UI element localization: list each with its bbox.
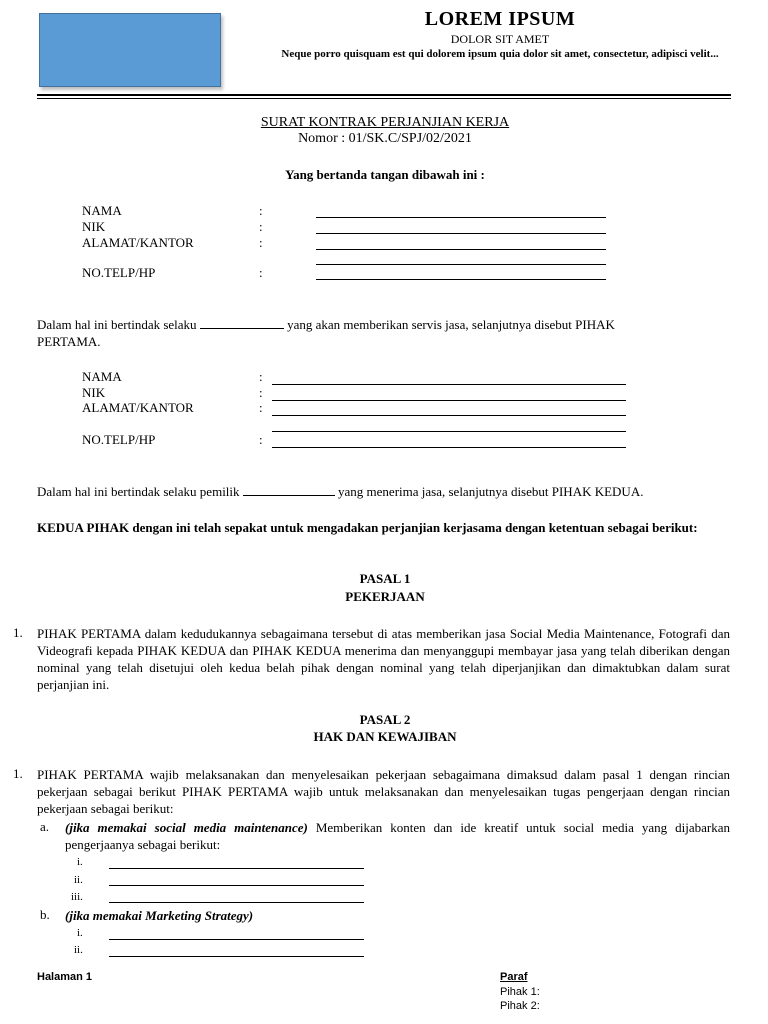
sub-a-item-2-field[interactable]: [109, 885, 364, 886]
pasal2-item-number: 1.: [13, 766, 23, 781]
pasal2-sub-b-condition: (jika memakai Marketing Strategy): [65, 908, 254, 923]
party1-role-line2: PERTAMA.: [37, 334, 101, 349]
party2-nik-label: NIK: [82, 385, 106, 400]
colon: :: [259, 203, 263, 218]
sub-b-roman-2: ii.: [74, 944, 83, 956]
colon: :: [259, 235, 263, 250]
party1-nama-field[interactable]: [316, 217, 606, 218]
party2-telp-label: NO.TELP/HP: [82, 432, 156, 447]
pasal1-heading: PEKERJAAN: [345, 589, 425, 604]
pasal2-item-text: PIHAK PERTAMA wajib melaksanakan dan menyelesaikan pekerjaan sebagaimana dimaksud dalam pasal 1 dengan rincian pekerjaan sebagai berikut PIHAK PERTAMA wajib untuk melaksanakan dan menyelesaikan tugas pengerjaan dengan rincian pekerjaan sebagai berikut:: [37, 767, 730, 816]
party1-nama-label: NAMA: [82, 203, 122, 218]
pasal2-sub-a-description: Memberikan konten dan ide kreatif untuk social media yang dijabarkan pengerjaanya sebagai berikut:: [65, 820, 730, 852]
party1-role-before: Dalam hal ini bertindak selaku: [37, 317, 197, 332]
header-divider-thin: [37, 98, 731, 99]
sub-b-roman-1: i.: [77, 927, 83, 939]
colon: :: [259, 400, 263, 415]
pasal1-number: PASAL 1: [359, 571, 411, 586]
logo-placeholder: [39, 13, 221, 87]
sub-b-item-2-field[interactable]: [109, 956, 364, 957]
party2-role-before: Dalam hal ini bertindak selaku pemilik: [37, 484, 240, 499]
party1-role-field[interactable]: [200, 328, 284, 329]
pasal2-sub-b-text: [65, 907, 253, 924]
document-number: Nomor : 01/SK.C/SPJ/02/2021: [298, 131, 472, 146]
document-title: SURAT KONTRAK PERJANJIAN KERJA: [260, 115, 510, 130]
party1-telp-label: NO.TELP/HP: [82, 265, 156, 280]
letterhead-title: LOREM IPSUM: [424, 8, 576, 30]
colon: :: [259, 265, 263, 280]
party2-alamat-field[interactable]: [272, 415, 626, 416]
page-number: Halaman 1: [37, 971, 93, 983]
pasal1-item-text: PIHAK PERTAMA dalam kedudukannya sebagaimana tersebut di atas memberikan jasa Social Media Maintenance, Fotografi dan Videografi kepada PIHAK KEDUA dan PIHAK KEDUA menerima dan menyanggupi membayar jasa yang telah diberikan dengan nominal yang telah disetujui oleh kedua belah pihak dengan nominal yang telah diperjanjikan dan dimaktubkan dalam surat perjanjian ini.: [37, 626, 730, 692]
party2-alamat-field-line2[interactable]: [272, 431, 626, 432]
pasal2-sub-a-condition: (jika memakai social media maintenance): [65, 820, 308, 835]
party2-role-after: yang menerima jasa, selanjutnya disebut PIHAK KEDUA.: [338, 484, 644, 499]
sub-a-roman-2: ii.: [74, 874, 83, 886]
party2-nama-field[interactable]: [272, 384, 626, 385]
paraf-pihak2: Pihak 2:: [500, 1000, 540, 1012]
paraf-label: Paraf: [500, 971, 528, 983]
party1-role-paragraph: [37, 316, 730, 333]
party1-role-after: yang akan memberikan servis jasa, selanjutnya disebut PIHAK: [287, 317, 615, 332]
party1-nik-label: NIK: [82, 219, 106, 234]
party2-alamat-label: ALAMAT/KANTOR: [82, 400, 194, 415]
signed-intro: Yang bertanda tangan dibawah ini :: [285, 167, 485, 182]
sub-b-item-1-field[interactable]: [109, 939, 364, 940]
agreement-statement: KEDUA PIHAK dengan ini telah sepakat untuk mengadakan perjanjian kerjasama dengan ketentuan sebagai berikut:: [37, 520, 698, 535]
pasal2-sub-b-letter: b.: [40, 907, 50, 922]
party1-alamat-field-line2[interactable]: [316, 264, 606, 265]
party2-telp-field[interactable]: [272, 447, 626, 448]
sub-a-roman-3: iii.: [71, 891, 83, 903]
colon: :: [259, 369, 263, 384]
party2-role-field[interactable]: [243, 495, 335, 496]
pasal1-item-number: 1.: [13, 625, 23, 640]
colon: :: [259, 385, 263, 400]
sub-a-item-1-field[interactable]: [109, 868, 364, 869]
party1-alamat-label: ALAMAT/KANTOR: [82, 235, 194, 250]
party2-nama-label: NAMA: [82, 369, 122, 384]
party2-nik-field[interactable]: [272, 400, 626, 401]
sub-a-roman-1: i.: [77, 856, 83, 868]
letterhead-subtitle: DOLOR SIT AMET: [450, 32, 550, 46]
pasal2-number: PASAL 2: [359, 712, 411, 727]
party1-alamat-field[interactable]: [316, 249, 606, 250]
colon: :: [259, 432, 263, 447]
pasal2-heading: HAK DAN KEWAJIBAN: [313, 729, 457, 744]
letterhead-tagline: Neque porro quisquam est qui dolorem ipsum quia dolor sit amet, consectetur, adipisci velit...: [281, 48, 719, 60]
party1-nik-field[interactable]: [316, 233, 606, 234]
party1-telp-field[interactable]: [316, 279, 606, 280]
colon: :: [259, 219, 263, 234]
sub-a-item-3-field[interactable]: [109, 902, 364, 903]
pasal2-sub-a-letter: a.: [40, 819, 50, 834]
header-divider: [37, 94, 731, 96]
paraf-pihak1: Pihak 1:: [500, 986, 540, 998]
pasal2-sub-a-text: [65, 819, 730, 853]
party2-role-paragraph: [37, 483, 730, 500]
